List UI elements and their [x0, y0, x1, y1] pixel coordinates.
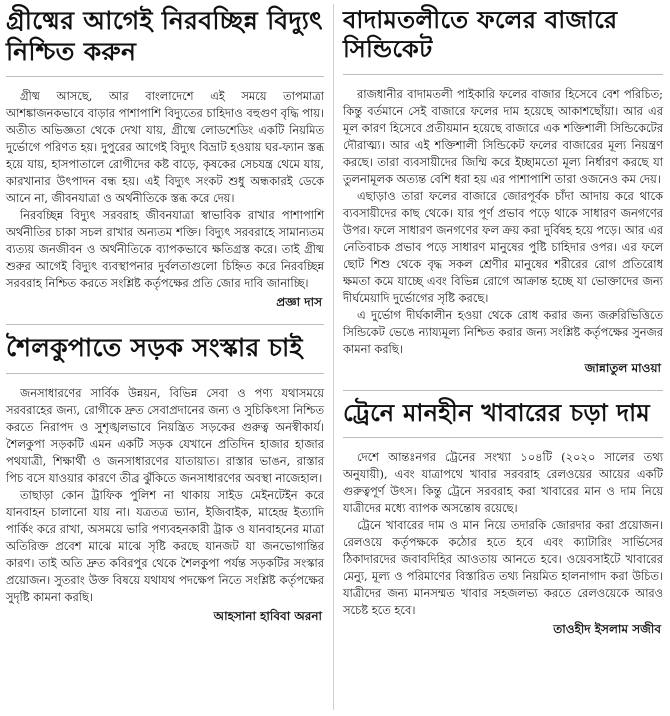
author-byline: জান্নাতুল মাওয়া: [584, 360, 661, 375]
headline-electricity: গ্রীষ্মের আগেই নিরবচ্ছিন্ন বিদ্যুৎ নিশ্চিত করুন: [6, 6, 323, 66]
column-divider: [333, 4, 334, 710]
paragraph: রাজধানীর বাদামতলী পাইকারি ফলের বাজার হিসেবে বেশ পরিচিত; কিন্তু বর্তমানে সেই বাজারে ফলের দাম হয়েছে আকাশছোঁয়া। আর এর মূল কারণ হিসেবে প্রতীয়মান হয়েছে বাজারে এক শক্তিশালী সিন্ডিকেটের দৌরাত্ম্য। আর এই শক্তিশালী সিন্ডিকেট ফলের বাজারের মূল্য নিয়ন্ত্রণ করছে। তারা ব্যবসায়ীদের জিম্মি করে ইচ্ছামতো মূল্য নির্ধারণ করছে যা তুলনামূলক অত্যন্ত বেশি ধরা হয় এর পাশাপাশি তারা ওজনেও কম দেয়।: [343, 86, 663, 186]
headline-rule: [6, 76, 324, 77]
headline-rule: [6, 373, 324, 374]
author-byline: আহসানা হাবিবা অরনা: [213, 608, 322, 623]
headline-rule: [343, 437, 663, 438]
article-train-food: [343, 390, 663, 641]
author-byline: প্রজ্ঞা দাস: [276, 295, 322, 309]
paragraph: তাছাড়া কোন ট্রাফিক পুলিশ না থাকায় সাইড মেইনটেইন করে যানবাহন চালানো যায় না। যত্রতত্র ভ্যান, ইজিবাইক, মাহেন্দ্র ইত্যাদি পার্কিং করে রাখা, অসময়ে ভারি পণ্যবহনকারী ট্রাক ও যানবাহনের মাত্রা অতিরিক্ত প্রবেশ মাঝে মাঝে সৃষ্টি করছে যানজট যা জনভোগান্তির কারণ। তাই অতি দ্রুত কবিরপুর থেকে শৈলকুপা পর্যন্ত সড়কটির সংস্কার প্রয়োজন। সুতরাং উক্ত বিষয়ে যথাযথ পদক্ষেপ নিতে সংশ্লিষ্ট কর্তৃপক্ষের সুদৃষ্টি কামনা করছি।: [6, 487, 324, 604]
left-column: [6, 0, 324, 628]
article-separator: [6, 324, 324, 325]
article-electricity: [6, 6, 324, 314]
paragraph: এ দুর্ভোগ দীর্ঘকালীন হওয়া থেকে রোধ করার জন্য জরুরিভিত্তিতে সিন্ডিকেট ভেঙে ন্যায্যমূল্য নিশ্চিত করার জন্য সংশ্লিষ্ট কর্তৃপক্ষের সুনজর কামনা করছি।: [343, 307, 663, 356]
paragraph: দেশে আন্তঃনগর ট্রেনের সংখ্যা ১০৪টি (২০২০ সালের তথ্য অনুযায়ী), এবং যাত্রাপথে খাবার সরবরাহ রেলওয়ের আয়ের একটি গুরুত্বপূর্ণ উৎস। কিন্তু ট্রেনে সরবরাহ করা খাবারের মান ও দাম নিয়ে যাত্রীদের মধ্যে ব্যাপক অসন্তোষ রয়েছে।: [343, 449, 663, 515]
paragraph: ট্রেনে খাবারের দাম ও মান নিয়ে তদারকি জোরদার করা প্রয়োজন। রেলওয়ে কর্তৃপক্ষকে কঠোর হতে হবে এবং ক্যাটারিং সার্ভিসের ঠিকাদারদের জবাবদিহির আওতায় আনতে হবে। ওয়েবসাইটে খাবারের মেন্যু, মূল্য ও পরিমাণের বিস্তারিত তথ্য নিয়মিত হালনাগাদ করা উচিত। যাত্রীদের জন্য মানসম্মত খাবার সহজলভ্য করতে রেলওয়েকে আরও সচেষ্ট হতে হবে।: [343, 517, 663, 617]
right-column: [343, 0, 663, 641]
paragraph: জনসাধারণের সার্বিক উন্নয়ন, বিভিন্ন সেবা ও পণ্য যথাসময়ে সরবরাহের জন্য, রোগীকে দ্রুত সেবাপ্রদানের জন্য ও সুচিকিৎসা নিশ্চিত করতে নিরাপদ ও সুশৃঙ্খলভাবে নিয়ন্ত্রিত সড়কের গুরুত্ব অনস্বীকার্য। শৈলকুপা সড়কটি এমন একটি সড়ক যেখানে প্রতিদিন হাজার হাজার পথযাত্রী, শিক্ষার্থী ও জনসাধারণের যাতায়াত। রাস্তার ভাঙন, রাস্তার পিচ বসে যাওয়ার কারণে তীব্র ঝুঁকিতে জনসাধারণের অবস্থা নাজেহাল।: [6, 385, 324, 485]
headline-shailkupa-road: শৈলকুপাতে সড়ক সংস্কার চাই: [6, 333, 303, 362]
paragraph: নিরবচ্ছিন্ন বিদ্যুৎ সরবরাহ জীবনযাত্রা স্বাভাবিক রাখার পাশাপাশি অর্থনীতির চাকা সচল রাখার অন্যতম শক্তি। বিদ্যুৎ সরবরাহে সামান্যতম ব্যত্যয় জনজীবন ও অর্থনীতিকে ব্যাপকভাবে ক্ষতিগ্রস্ত করে। তাই গ্রীষ্ম শুরুর আগেই বিদ্যুৎ ব্যবস্থাপনার দুর্বলতাগুলো চিহ্নিত করে নিরবচ্ছিন্ন সরবরাহ নিশ্চিত করতে সংশ্লিষ্ট কর্তৃপক্ষের প্রতি জোর দাবি জানাচ্ছি।: [6, 208, 324, 290]
article-fruit-syndicate: [343, 6, 663, 380]
headline-train-food: ট্রেনে মানহীন খাবারের চড়া দাম: [343, 398, 651, 427]
article-separator: [343, 390, 663, 391]
headline-rule: [343, 74, 663, 75]
paragraph: এছাড়াও তারা ফলের বাজারে জোরপূর্বক চাঁদা আদায় করে থাকে ব্যবসায়ীদের কাছ থেকে। যার পূর্ণ প্রভাব পড়ে থাকে সাধারণ জনগণের উপর। ফলে সাধারণ জনগণের ফল ক্রয় করা দুর্বিষহ হয়ে পড়ে। আর এর নেতিবাচক প্রভাব পড়ে সাধারণ মানুষের পুষ্টি চাহিদার ওপর। এর ফলে ছোট শিশু থেকে বৃদ্ধ সকল শ্রেণীর মানুষের শরীরের রোগ প্রতিরোধ ক্ষমতা কমে যাচ্ছে এবং বিভিন্ন রোগে আক্রান্ত হচ্ছে যা ভোক্তাদের জন্য দীর্ঘমেয়াদি দুর্ভোগের সৃষ্টি করছে।: [343, 188, 663, 305]
paragraph: গ্রীষ্ম আসছে, আর বাংলাদেশে এই সময়ে তাপমাত্রা আশঙ্কাজনকভাবে বাড়ার পাশাপাশি বিদ্যুতের চাহিদাও বহুগুণ বৃদ্ধি পায়। অতীত অভিজ্ঞতা থেকে দেখা যায়, গ্রীষ্মে লোডশেডিং একটি নিয়মিত দুর্ভোগে পরিণত হয়। দুপুরের আগেই বিদ্যুৎ বিভ্রাট হওয়ায় ঘর-ফ্যান স্তব্ধ হয়ে যায়, হাসপাতালে রোগীদের কষ্ট বাড়ে, কৃষকের সেচযন্ত্র থেমে যায়, কারখানার উৎপাদন বন্ধ হয়। এই বিদ্যুৎ সংকট শুধু অন্ধকারই ডেকে আনে না, জীবনযাত্রা ও অর্থনীতিকে স্তব্ধ করে দেয়।: [6, 89, 324, 205]
headline-fruit-syndicate: বাদামতলীতে ফলের বাজারে সিন্ডিকেট: [343, 6, 618, 64]
author-byline: তাওহীদ ইসলাম সজীব: [553, 621, 661, 636]
article-shailkupa-road: [6, 324, 324, 628]
